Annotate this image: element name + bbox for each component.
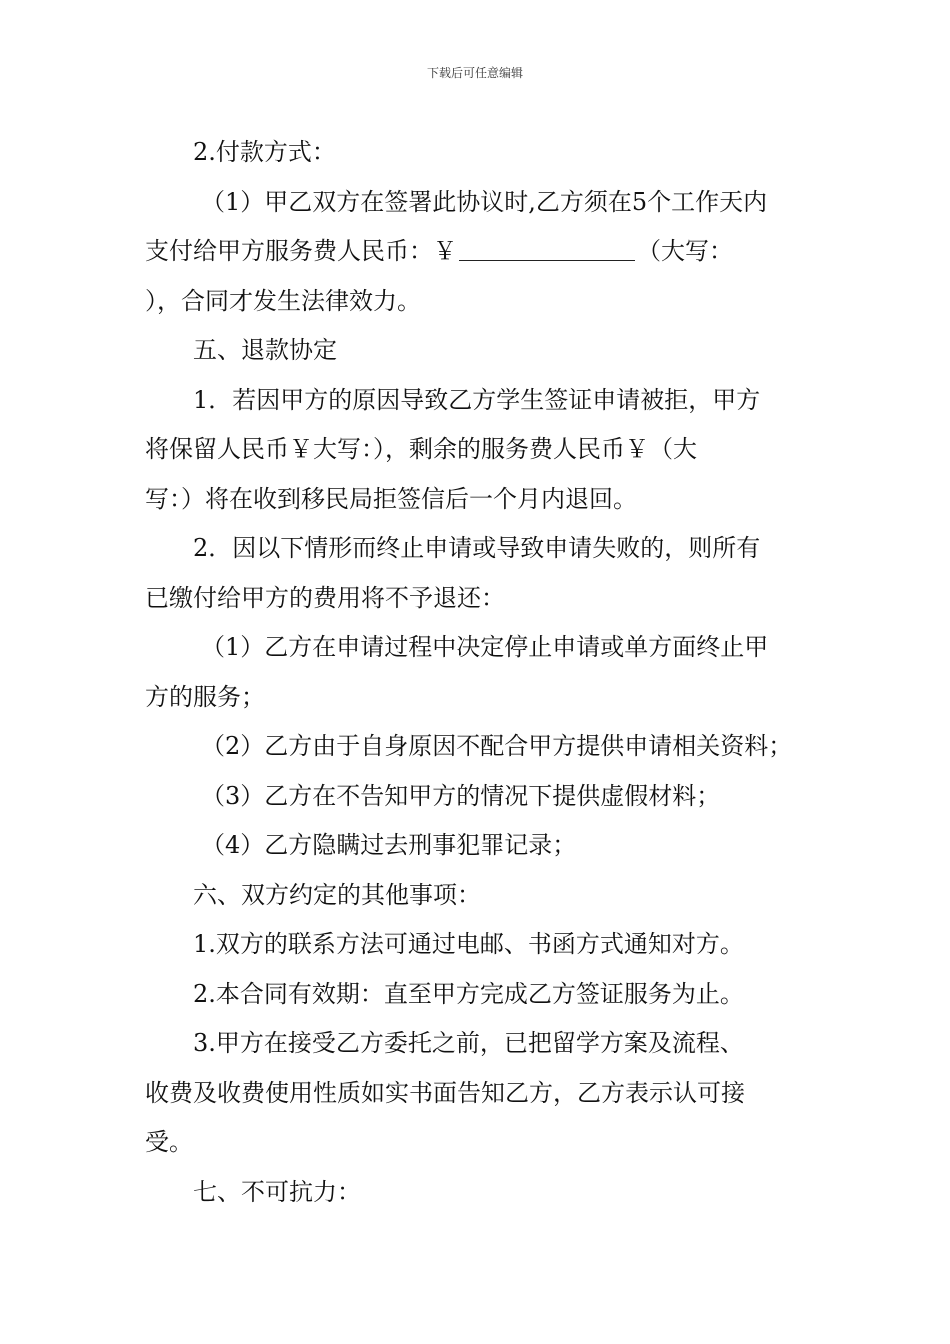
paragraph-line: （1）甲乙双方在签署此协议时,乙方须在5个工作天内: [201, 187, 768, 216]
paragraph-line: 3.甲方在接受乙方委托之前，已把留学方案及流程、: [193, 1029, 744, 1057]
payment-method-heading: 2.付款方式：: [193, 138, 336, 166]
text-before-blank: 支付给甲方服务费人民币：￥: [145, 237, 457, 265]
section-heading-refund: 五、退款协定: [193, 336, 337, 364]
list-item: （1）乙方在申请过程中决定停止申请或单方面终止甲: [201, 633, 769, 661]
paragraph-line: ），合同才发生法律效力。: [145, 286, 421, 315]
paragraph-line: 2．因以下情形而终止申请或导致申请失败的，则所有: [193, 534, 761, 562]
page-header: 下载后可任意编辑: [426, 66, 523, 80]
paragraph-line: 1.双方的联系方法可通过电邮、书函方式通知对方。: [193, 930, 744, 958]
paragraph-line: 收费及收费使用性质如实书面告知乙方，乙方表示认可接: [145, 1078, 745, 1107]
paragraph-line: 受。: [145, 1128, 193, 1156]
paragraph-line: 已缴付给甲方的费用将不予退还：: [145, 583, 505, 612]
paragraph-line: 将保留人民币￥大写：），剩余的服务费人民币￥（大: [145, 435, 697, 463]
list-item: （4）乙方隐瞒过去刑事犯罪记录；: [201, 831, 577, 859]
section-heading-force-majeure: 七、不可抗力：: [193, 1177, 361, 1206]
paragraph-line: 1．若因甲方的原因导致乙方学生签证申请被拒，甲方: [193, 385, 761, 414]
document-body: [145, 128, 807, 1217]
list-item: （3）乙方在不告知甲方的情况下提供虚假材料；: [201, 781, 721, 810]
paragraph-line: 方的服务；: [145, 682, 265, 711]
amount-blank-line: [459, 238, 635, 261]
section-heading-other-matters: 六、双方约定的其他事项：: [193, 880, 481, 909]
paragraph-line: 2.本合同有效期：直至甲方完成乙方签证服务为止。: [193, 979, 744, 1008]
paragraph-line: 写：）将在收到移民局拒签信后一个月内退回。: [145, 484, 637, 513]
paragraph-line-with-blank: [145, 227, 807, 277]
text-after-blank: （大写：: [637, 237, 733, 265]
list-item: （2）乙方由于自身原因不配合甲方提供申请相关资料；: [201, 732, 793, 760]
